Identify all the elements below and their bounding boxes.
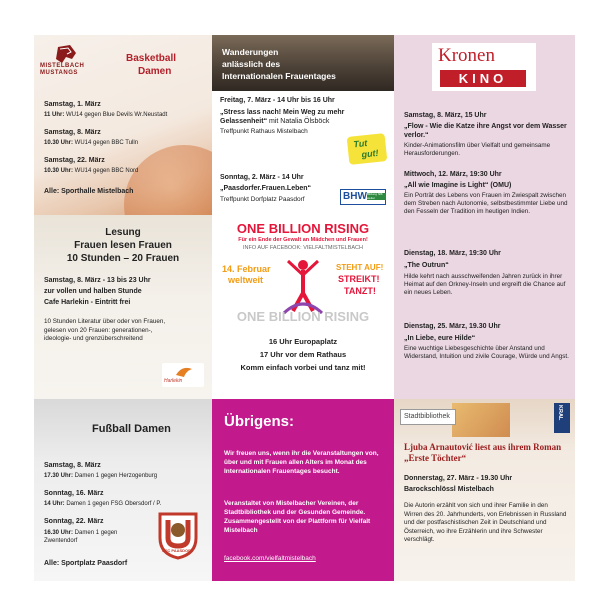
wanderungen-title-2: anlässlich des	[222, 59, 281, 69]
fussball-game-detail	[44, 529, 142, 545]
kino-logo-line1: Kronen	[438, 45, 495, 66]
stadtbibliothek-logo-text: Stadtbibliothek	[404, 413, 450, 420]
event1-title-text: „Stress lass nach! Mein Weg zu mehr Gelassenheit“	[220, 109, 345, 125]
badge-text-2: gut!	[361, 147, 379, 160]
lesung2-date: Donnerstag, 27. März - 19.30 Uhr	[404, 475, 513, 482]
fussball-game-date: Samstag, 8. März	[44, 462, 101, 469]
film-desc: Eine wuchtige Liebesgeschichte über Anstand und Widerstand, Intuition und zivile Courage, Würde und Angst.	[404, 345, 569, 360]
lesung-title-1: Lesung	[105, 227, 141, 238]
basketball-game-date: Samstag, 8. März	[44, 129, 101, 136]
uebrigens-panel	[212, 399, 394, 581]
game-opponent: WU14 gegen Blue Devils Wr.Neustadt	[64, 112, 168, 118]
event2-place: Treffpunkt Dorfplatz Paasdorf	[220, 196, 305, 203]
stadtbibliothek-logo	[400, 409, 456, 425]
game-time: 10.30 Uhr:	[44, 140, 74, 146]
basketball-venue: Alle: Sporthalle Mistelbach	[44, 188, 134, 195]
basketball-game-detail	[44, 168, 138, 174]
book-image	[452, 403, 510, 437]
game-opponent: Damen 1 gegen Herzogenburg	[73, 473, 158, 479]
lesung-title-3: 10 Stunden – 20 Frauen	[66, 253, 180, 264]
uebrigens-para-2: Veranstaltet von Mistelbacher Vereinen, der Stadtbibliothek und der Gesunden Gemeinde. Zusammengestellt von der Plattform für Vielfalt Mistelbach	[224, 500, 371, 534]
basketball-game-detail	[44, 140, 138, 146]
event1-with: mit Natalia Ölsböck	[267, 118, 330, 125]
event1-date: Freitag, 7. März - 14 Uhr bis 16 Uhr	[220, 97, 335, 104]
lesung2-desc: Die Autorin erzählt von sich und ihrer Familie in den Wirren des 20. Jahrhunderts, von Erlebnissen in Russland und der postfaschistischen Zeit in Deutschland und Österreich, wo ihre Erzählerin und ihre Schwester verschlägt.	[404, 502, 567, 543]
harlekin-logo-text: Harlekin	[164, 378, 183, 384]
badge-text-1: Tut	[352, 137, 368, 150]
basketball-game-detail	[44, 112, 167, 118]
film-title: „All wie Imagine is Light“ (OMU)	[404, 182, 512, 189]
obr-date-2: weltweit	[228, 275, 264, 285]
film-date: Dienstag, 25. März, 19.30 Uhr	[404, 323, 501, 330]
bhw-logo-sub: Bildung hilft weiter	[367, 193, 386, 200]
event1-place: Treffpunkt Rathaus Mistelbach	[220, 128, 308, 135]
obr-panel	[212, 215, 394, 399]
fussball-game-date: Sonntag, 16. März	[44, 490, 104, 497]
bhw-logo	[340, 189, 386, 205]
fussball-game-detail	[44, 473, 157, 479]
game-time: 11 Uhr:	[44, 112, 65, 118]
dancing-figure-icon	[278, 255, 328, 317]
film-title: „Flow - Wie die Katze ihre Angst vor dem Wasser verlor.“	[404, 123, 567, 139]
obr-line-2: 17 Uhr vor dem Rathaus	[259, 350, 347, 359]
basketball-game-date: Samstag, 1. März	[44, 101, 101, 108]
logo-text-mustangs: MUSTANGS	[40, 70, 78, 76]
fussball-venue: Alle: Sportplatz Paasdorf	[44, 560, 128, 567]
facebook-link[interactable]: facebook.com/vielfaltmistelbach	[224, 555, 316, 562]
film-date: Dienstag, 18. März, 19:30 Uhr	[404, 250, 501, 257]
event-grid	[34, 35, 575, 581]
obr-date-1: 14. Februar	[222, 264, 271, 274]
game-time: 16.30 Uhr:	[44, 530, 74, 536]
fussball-panel	[34, 399, 212, 581]
lesung-time-3: Cafe Harlekin - Eintritt frei	[44, 299, 131, 306]
kino-panel	[394, 35, 575, 399]
fussball-game-date: Sonntag, 22. März	[44, 518, 104, 525]
obr-slogan-3: TANZT!	[344, 286, 376, 296]
uebrigens-para-1: Wir freuen uns, wenn ihr die Veranstaltungen von, über und mit Frauen allen Alters im Monat des Internationalen Frauentages besucht.	[224, 450, 379, 475]
event2-date: Sonntag, 2. März - 14 Uhr	[220, 174, 304, 181]
lesung-panel	[34, 215, 212, 399]
film-title: „The Outrun“	[404, 262, 449, 269]
obr-subtitle: Für ein Ende der Gewalt an Mädchen und Frauen!	[238, 237, 368, 243]
film-date: Mittwoch, 12. März, 19:30 Uhr	[404, 171, 502, 178]
game-opponent: Damen 1 gegen Zwentendorf	[44, 530, 118, 544]
basketball-game-date: Samstag, 22. März	[44, 157, 105, 164]
logo-text-mistelbach: MISTELBACH	[40, 63, 85, 69]
lesung2-panel	[394, 399, 575, 581]
fussball-title: Fußball Damen	[92, 423, 171, 435]
kral-logo-text: KRAL	[557, 405, 563, 421]
lesung-title-2: Frauen lesen Frauen	[74, 240, 172, 251]
lesung2-place: Barockschlössl Mistelbach	[404, 486, 494, 493]
obr-title: ONE BILLION RISING	[236, 221, 370, 236]
wanderungen-title-3: Internationalen Frauentages	[222, 71, 336, 81]
harlekin-logo	[162, 363, 204, 387]
kronen-kino-logo	[432, 43, 536, 91]
film-desc: Ein Porträt des Lebens von Frauen im Zwiespalt zwischen dem Streben nach Autonomie, selbstbestimmter Liebe und den Fesseln der Tradition im heutigen Indien.	[404, 192, 568, 215]
lesung2-title: Ljuba Arnautović liest aus ihrem Roman „Erste Töchter“	[404, 442, 562, 463]
basketball-title: Basketball	[126, 53, 177, 64]
lesung-desc: 10 Stunden Literatur über oder von Frauen, gelesen von 20 Frauen: generationen-, ideologie- und grenzüberschreitend	[44, 318, 166, 342]
ufc-logo-text: UFC PAASDORF	[162, 548, 194, 553]
obr-info: INFO AUF FACEBOOK: VIELFALTMISTELBACH	[242, 245, 363, 251]
film-title: „In Liebe, eure Hilde“	[404, 335, 476, 342]
game-opponent: WU14 gegen BBC Nord	[73, 168, 139, 174]
kino-logo-line2: KINO	[440, 70, 526, 87]
obr-watermark: ONE BILLION RISING	[236, 309, 370, 324]
ufc-paasdorf-logo	[156, 510, 200, 560]
game-opponent: Damen 1 gegen FSG Obersdorf / P.	[64, 501, 162, 507]
obr-slogan-1: STEHT AUF!	[336, 263, 384, 272]
kral-logo	[554, 403, 570, 433]
game-time: 10.30 Uhr:	[44, 168, 74, 174]
basketball-subtitle: Damen	[138, 66, 172, 77]
lesung-time-2: zur vollen und halben Stunde	[44, 288, 142, 295]
film-date: Samstag, 8. März, 15 Uhr	[404, 112, 487, 119]
harlekin-bird-icon	[174, 365, 194, 379]
game-opponent: WU14 gegen BBC Tulln	[73, 140, 139, 146]
wanderungen-panel	[212, 35, 394, 215]
game-time: 17.30 Uhr:	[44, 473, 74, 479]
wanderungen-title-1: Wanderungen	[222, 47, 279, 57]
obr-line-3: Komm einfach vorbei und tanz mit!	[240, 363, 366, 372]
fussball-game-detail	[44, 501, 161, 507]
event2-title: „Paasdorfer.Frauen.Leben“	[220, 185, 312, 192]
event1-title	[220, 108, 388, 126]
lesung-time-1: Samstag, 8. März - 13 bis 23 Uhr	[44, 277, 151, 284]
obr-line-1: 16 Uhr Europaplatz	[268, 337, 338, 346]
tut-gut-badge	[347, 133, 388, 165]
bhw-logo-text: BHW	[343, 191, 367, 202]
film-desc: Hilde kehrt nach ausschweifenden Jahren zurück in ihrer Heimat auf den Orkney-Inseln und ergreift die Chance auf ein neues Leben.	[404, 273, 566, 296]
basketball-panel	[34, 35, 212, 215]
game-time: 14 Uhr:	[44, 501, 65, 507]
uebrigens-title: Übrigens:	[224, 413, 295, 430]
basketball-image	[124, 145, 212, 215]
film-desc: Kinder-Animationsfilm über Vielfalt und gemeinsame Herausforderungen.	[404, 142, 551, 157]
obr-slogan-2: STREIKT!	[338, 274, 380, 284]
